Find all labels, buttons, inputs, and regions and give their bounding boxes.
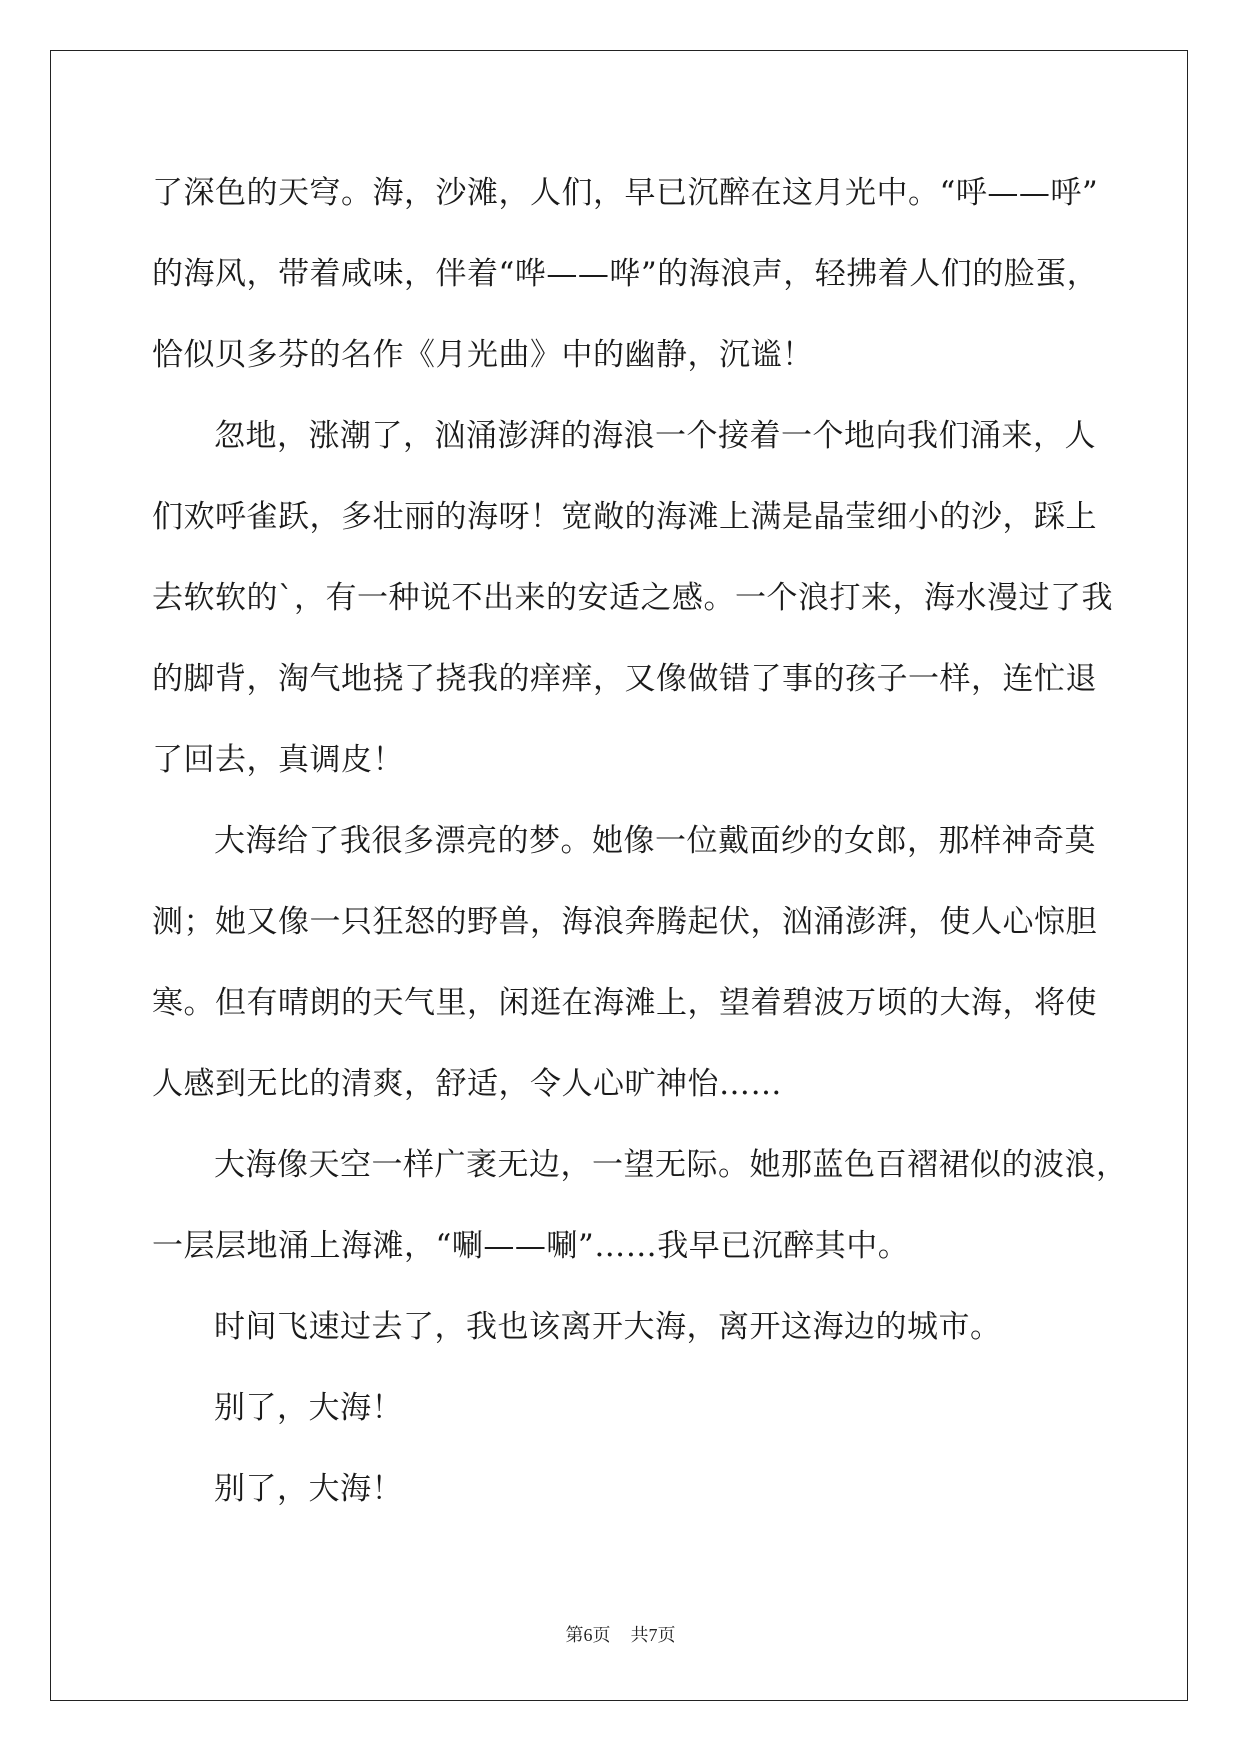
text-line: 了深色的天穹。海，沙滩，人们，早已沉醉在这月光中。“呼——呼”: [152, 175, 1099, 211]
text-line: 一层层地涌上海滩，“唰——唰”……我早已沉醉其中。: [152, 1228, 910, 1264]
paragraph-start-line: 大海像天空一样广袤无边，一望无际。她那蓝色百褶裙似的波浪，: [214, 1147, 1128, 1183]
paragraph-start-line: 时间飞速过去了，我也该离开大海，离开这海边的城市。: [214, 1309, 1002, 1345]
text-line: 人感到无比的清爽，舒适，令人心旷神怡……: [152, 1066, 782, 1102]
paragraph-start-line: 大海给了我很多漂亮的梦。她像一位戴面纱的女郎，那样神奇莫: [214, 823, 1096, 859]
text-line: 的脚背，淘气地挠了挠我的痒痒，又像做错了事的孩子一样，连忙退: [152, 661, 1097, 697]
paragraph-start-line: 忽地，涨潮了，汹涌澎湃的海浪一个接着一个地向我们涌来，人: [214, 418, 1096, 454]
text-line: 们欢呼雀跃，多壮丽的海呀！宽敞的海滩上满是晶莹细小的沙，踩上: [152, 499, 1097, 535]
paragraph-start-line: 别了，大海！: [214, 1471, 403, 1507]
paragraph-start-line: 别了，大海！: [214, 1390, 403, 1426]
page-footer: [0, 1621, 1241, 1647]
total-page-count: 共7页: [630, 1625, 676, 1645]
text-line: 去软软的`，有一种说不出来的安适之感。一个浪打来，海水漫过了我: [152, 580, 1113, 616]
text-line: 测；她又像一只狂怒的野兽，海浪奔腾起伏，汹涌澎湃，使人心惊胆: [152, 904, 1097, 940]
text-line: 了回去，真调皮！: [152, 742, 404, 778]
text-line: 恰似贝多芬的名作《月光曲》中的幽静，沉谧！: [152, 337, 814, 373]
current-page-number: 第6页: [565, 1625, 611, 1645]
text-line: 的海风，带着咸味，伴着“哗——哗”的海浪声，轻拂着人们的脸蛋，: [152, 256, 1099, 292]
document-body: [152, 166, 1128, 1543]
text-line: 寒。但有晴朗的天气里，闲逛在海滩上，望着碧波万顷的大海，将使: [152, 985, 1097, 1021]
